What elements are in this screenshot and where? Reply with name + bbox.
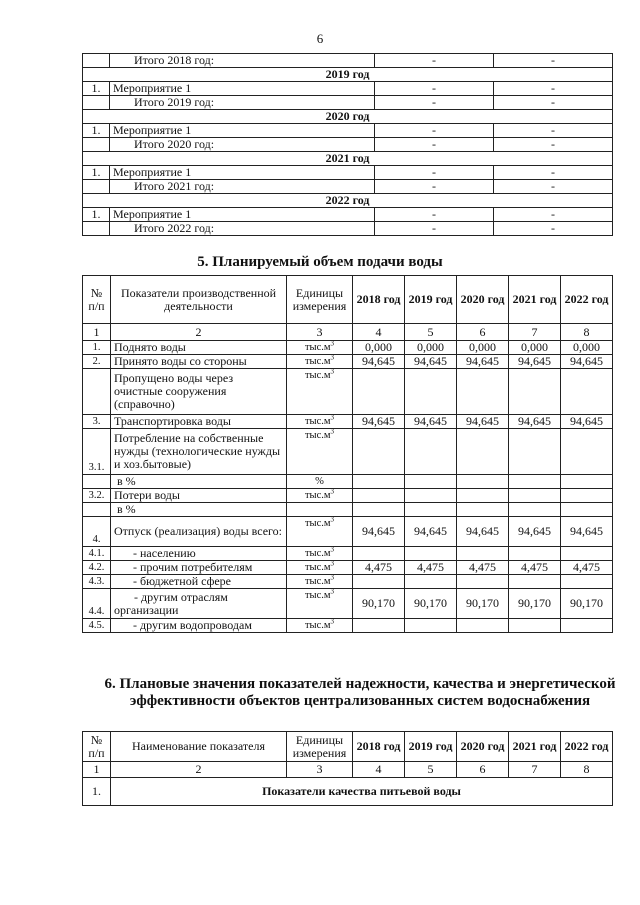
row-num: 3.2. [83, 489, 111, 503]
table-row [83, 475, 613, 489]
value-cell [561, 575, 613, 589]
value-cell: - [494, 138, 613, 152]
value-cell: - [494, 180, 613, 194]
value-cell [405, 429, 457, 475]
value-cell [405, 575, 457, 589]
table-row [83, 547, 613, 561]
value-cell [509, 619, 561, 633]
group-label: Показатели качества питьевой воды [111, 778, 613, 806]
unit-text: тыс.м [304, 562, 331, 573]
table-row [83, 222, 613, 236]
value-cell [353, 619, 405, 633]
unit-text: тыс.м [304, 490, 331, 501]
value-cell: 4,475 [509, 561, 561, 575]
column-index: 7 [509, 324, 561, 341]
value-cell [353, 369, 405, 415]
unit-cell [287, 489, 353, 503]
value-cell: - [494, 208, 613, 222]
row-num: 4.5. [83, 619, 111, 633]
row-num: 3.1. [83, 429, 111, 475]
table-row [83, 152, 613, 166]
column-index: 4 [353, 324, 405, 341]
header-year: 2018 год [353, 732, 405, 762]
value-cell [405, 619, 457, 633]
table-row [83, 575, 613, 589]
value-cell [561, 369, 613, 415]
value-cell [561, 503, 613, 517]
value-cell: 4,475 [353, 561, 405, 575]
value-cell [405, 547, 457, 561]
value-cell: 4,475 [561, 561, 613, 575]
header-num: № п/п [83, 732, 111, 762]
unit-text: тыс.м [304, 576, 331, 587]
column-index: 1 [83, 762, 111, 778]
row-num [83, 503, 111, 517]
value-cell: 94,645 [561, 415, 613, 429]
table-row [83, 138, 613, 152]
table-row [83, 369, 613, 415]
value-cell: 94,645 [353, 355, 405, 369]
value-cell [457, 489, 509, 503]
indicator-name: Потребление на собственные нужды (технологические нужды и хоз.бытовые) [111, 429, 287, 475]
unit-superscript: 3 [330, 618, 335, 626]
value-cell [353, 489, 405, 503]
year-group-label: 2020 год [83, 110, 613, 124]
value-cell: 94,645 [509, 517, 561, 547]
header-num: № п/п [83, 276, 111, 324]
indicator-name: - прочим потребителям [111, 561, 287, 575]
header-unit: Единицы измерения [287, 276, 353, 324]
unit-superscript: 3 [330, 516, 335, 524]
unit-text: тыс.м [304, 370, 331, 381]
unit-cell [287, 589, 353, 619]
year-group-label: 2019 год [83, 68, 613, 82]
unit-superscript: 3 [330, 560, 335, 568]
header-year: 2019 год [405, 276, 457, 324]
value-cell [353, 429, 405, 475]
value-cell: 4,475 [405, 561, 457, 575]
row-num: 4.4. [83, 589, 111, 619]
indicator-name: Пропущено воды через очистные сооружения (справочно) [111, 369, 287, 415]
total-label: Итого 2022 год: [110, 222, 375, 236]
value-cell: - [375, 208, 494, 222]
value-cell [509, 475, 561, 489]
unit-superscript: 3 [330, 354, 335, 362]
row-num [83, 475, 111, 489]
column-index: 8 [561, 762, 613, 778]
section6-title: 6. Плановые значения показателей надежности, качества и энергетической эффективности объектов централизованных систем водоснабжения [104, 676, 616, 709]
total-label: Итого 2018 год: [110, 54, 375, 68]
unit-superscript: 3 [330, 488, 335, 496]
value-cell [561, 429, 613, 475]
measure-name: Мероприятие 1 [110, 82, 375, 96]
table-row [83, 503, 613, 517]
row-num [83, 222, 110, 236]
row-num: 4.1. [83, 547, 111, 561]
value-cell [561, 547, 613, 561]
value-cell: 0,000 [353, 341, 405, 355]
table-row [83, 517, 613, 547]
plan-table [82, 53, 613, 236]
table-row [83, 619, 613, 633]
value-cell: 90,170 [353, 589, 405, 619]
unit-text: тыс.м [304, 416, 331, 427]
unit-superscript: 3 [330, 574, 335, 582]
value-cell: 90,170 [457, 589, 509, 619]
value-cell: 94,645 [405, 355, 457, 369]
value-cell [353, 575, 405, 589]
column-index: 8 [561, 324, 613, 341]
table-row [83, 489, 613, 503]
value-cell: 0,000 [509, 341, 561, 355]
value-cell [509, 547, 561, 561]
unit-cell [287, 619, 353, 633]
value-cell: 94,645 [353, 415, 405, 429]
header-unit: Единицы измерения [287, 732, 353, 762]
value-cell: 0,000 [457, 341, 509, 355]
row-num: 1. [83, 82, 110, 96]
table-row [83, 429, 613, 475]
value-cell: - [375, 166, 494, 180]
value-cell: 0,000 [561, 341, 613, 355]
value-cell: 94,645 [405, 415, 457, 429]
table-row [83, 54, 613, 68]
total-label: Итого 2020 год: [110, 138, 375, 152]
unit-cell [287, 503, 353, 517]
column-index: 3 [287, 324, 353, 341]
unit-superscript: 3 [330, 588, 335, 596]
indicator-name: Потери воды [111, 489, 287, 503]
unit-cell [287, 475, 353, 489]
total-label: Итого 2021 год: [110, 180, 375, 194]
value-cell [353, 547, 405, 561]
unit-cell [287, 575, 353, 589]
unit-text: тыс.м [304, 342, 331, 353]
column-index: 5 [405, 324, 457, 341]
value-cell: 94,645 [561, 517, 613, 547]
row-num [83, 138, 110, 152]
column-index: 1 [83, 324, 111, 341]
reliability-table [82, 731, 613, 806]
value-cell: - [375, 222, 494, 236]
row-num: 1. [83, 124, 110, 138]
value-cell: - [375, 82, 494, 96]
row-num [83, 180, 110, 194]
unit-superscript: 3 [330, 546, 335, 554]
table-row [83, 82, 613, 96]
header-year: 2020 год [457, 732, 509, 762]
column-index: 7 [509, 762, 561, 778]
table-row [83, 68, 613, 82]
value-cell [353, 475, 405, 489]
column-index: 5 [405, 762, 457, 778]
row-num: 3. [83, 415, 111, 429]
value-cell [405, 503, 457, 517]
row-num: 4.2. [83, 561, 111, 575]
header-year: 2021 год [509, 276, 561, 324]
unit-text: тыс.м [304, 590, 331, 601]
unit-text: тыс.м [304, 620, 331, 631]
table-row [83, 208, 613, 222]
value-cell: 94,645 [561, 355, 613, 369]
column-index: 4 [353, 762, 405, 778]
value-cell [353, 503, 405, 517]
value-cell [457, 369, 509, 415]
unit-cell [287, 429, 353, 475]
header-year: 2022 год [561, 276, 613, 324]
header-year: 2018 год [353, 276, 405, 324]
value-cell: 90,170 [509, 589, 561, 619]
unit-cell [287, 561, 353, 575]
value-cell: 0,000 [405, 341, 457, 355]
header-year: 2021 год [509, 732, 561, 762]
unit-cell [287, 517, 353, 547]
column-index-row [83, 762, 613, 778]
unit-text: тыс.м [304, 518, 331, 529]
row-num [83, 54, 110, 68]
table-row [83, 180, 613, 194]
unit-text: % [315, 476, 324, 487]
table-row [83, 166, 613, 180]
value-cell [405, 475, 457, 489]
value-cell [457, 475, 509, 489]
unit-cell [287, 369, 353, 415]
row-num: 4. [83, 517, 111, 547]
value-cell: 94,645 [353, 517, 405, 547]
value-cell: - [494, 96, 613, 110]
column-index: 2 [111, 762, 287, 778]
indicator-name: в % [111, 503, 287, 517]
value-cell [405, 489, 457, 503]
value-cell [509, 575, 561, 589]
table-row [83, 415, 613, 429]
column-index: 2 [111, 324, 287, 341]
unit-cell [287, 415, 353, 429]
column-index: 6 [457, 324, 509, 341]
water-supply-table [82, 275, 613, 633]
value-cell: 90,170 [405, 589, 457, 619]
row-num: 2. [83, 355, 111, 369]
value-cell [457, 503, 509, 517]
table-row [83, 124, 613, 138]
unit-superscript: 3 [330, 340, 335, 348]
value-cell: - [494, 82, 613, 96]
value-cell [457, 429, 509, 475]
value-cell: - [375, 138, 494, 152]
indicator-name: Транспортировка воды [111, 415, 287, 429]
unit-cell [287, 547, 353, 561]
year-group-label: 2021 год [83, 152, 613, 166]
table-row [83, 110, 613, 124]
indicator-name: Принято воды со стороны [111, 355, 287, 369]
table-row [83, 589, 613, 619]
indicator-name: - населению [111, 547, 287, 561]
unit-superscript: 3 [330, 428, 335, 436]
value-cell [457, 575, 509, 589]
indicator-name: - бюджетной сфере [111, 575, 287, 589]
year-group-label: 2022 год [83, 194, 613, 208]
column-index-row [83, 324, 613, 341]
table-row [83, 96, 613, 110]
section5-title: 5. Планируемый объем подачи воды [197, 254, 443, 270]
group-num: 1. [83, 778, 111, 806]
column-index: 6 [457, 762, 509, 778]
indicator-name: - другим отраслям организации [111, 589, 287, 619]
value-cell: - [375, 96, 494, 110]
unit-cell [287, 355, 353, 369]
value-cell [561, 475, 613, 489]
measure-name: Мероприятие 1 [110, 208, 375, 222]
value-cell: - [375, 124, 494, 138]
indicator-name: Отпуск (реализация) воды всего: [111, 517, 287, 547]
value-cell: - [494, 222, 613, 236]
value-cell [509, 369, 561, 415]
unit-text: тыс.м [304, 430, 331, 441]
header-year: 2022 год [561, 732, 613, 762]
value-cell: - [494, 166, 613, 180]
value-cell: - [375, 54, 494, 68]
value-cell: 94,645 [405, 517, 457, 547]
value-cell: 94,645 [457, 517, 509, 547]
unit-cell [287, 341, 353, 355]
indicator-name: - другим водопроводам [111, 619, 287, 633]
table-row [83, 561, 613, 575]
value-cell: 90,170 [561, 589, 613, 619]
row-num: 1. [83, 208, 110, 222]
value-cell: - [494, 124, 613, 138]
unit-text: тыс.м [304, 548, 331, 559]
table-row [83, 355, 613, 369]
indicator-name: в % [111, 475, 287, 489]
total-label: Итого 2019 год: [110, 96, 375, 110]
value-cell [509, 503, 561, 517]
value-cell: 94,645 [509, 355, 561, 369]
header-indicator: Показатели производственной деятельности [111, 276, 287, 324]
value-cell [457, 547, 509, 561]
measure-name: Мероприятие 1 [110, 124, 375, 138]
header-year: 2020 год [457, 276, 509, 324]
table-row [83, 341, 613, 355]
header-year: 2019 год [405, 732, 457, 762]
table-row [83, 194, 613, 208]
value-cell: 4,475 [457, 561, 509, 575]
unit-text: тыс.м [304, 356, 331, 367]
page-number: 6 [316, 31, 324, 46]
value-cell: 94,645 [457, 355, 509, 369]
value-cell: - [494, 54, 613, 68]
row-num: 1. [83, 341, 111, 355]
indicator-name: Поднято воды [111, 341, 287, 355]
value-cell [405, 369, 457, 415]
value-cell [561, 489, 613, 503]
value-cell [457, 619, 509, 633]
header-name: Наименование показателя [111, 732, 287, 762]
value-cell: 94,645 [457, 415, 509, 429]
row-num [83, 369, 111, 415]
value-cell [561, 619, 613, 633]
value-cell: - [375, 180, 494, 194]
value-cell [509, 429, 561, 475]
row-num [83, 96, 110, 110]
value-cell: 94,645 [509, 415, 561, 429]
row-num: 4.3. [83, 575, 111, 589]
unit-superscript: 3 [330, 414, 335, 422]
row-num: 1. [83, 166, 110, 180]
measure-name: Мероприятие 1 [110, 166, 375, 180]
unit-superscript: 3 [330, 368, 335, 376]
column-index: 3 [287, 762, 353, 778]
value-cell [509, 489, 561, 503]
